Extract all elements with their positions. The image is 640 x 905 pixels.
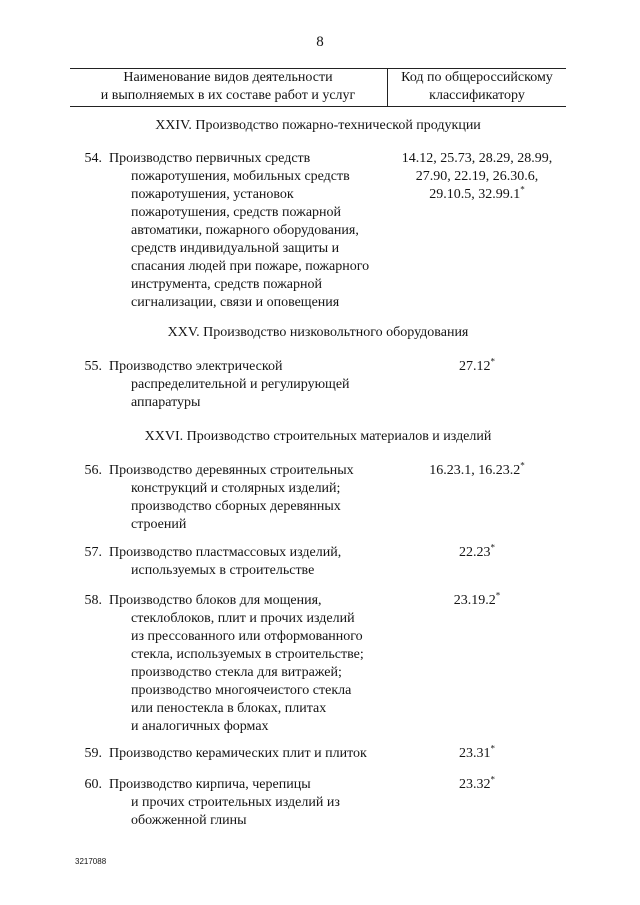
- row-text-line: сигнализации, связи и оповещения: [131, 295, 340, 310]
- row-code-line: [388, 745, 566, 763]
- row-code: [388, 776, 566, 794]
- header-code-line: Код по общероссийскому: [401, 70, 553, 85]
- row-text-line: и аналогичных формах: [131, 719, 269, 734]
- row-description: [109, 150, 389, 312]
- row-code: [388, 358, 566, 376]
- row-code: [388, 592, 566, 610]
- row-number: 58.: [84, 593, 102, 608]
- section-title: XXIV. Производство пожарно-технической продукции: [155, 118, 481, 133]
- asterisk-mark: *: [490, 356, 495, 367]
- row-code: [388, 462, 566, 480]
- row-text-line: Производство первичных средств: [109, 151, 311, 166]
- row-text-line: Производство пластмассовых изделий,: [109, 545, 342, 560]
- row-text-line: производство многоячеистого стекла: [131, 683, 352, 698]
- row-code-line: [388, 186, 566, 204]
- header-code-column: [388, 69, 566, 105]
- row-text-line: из прессованного или отформованного: [131, 629, 363, 644]
- row-code-line: [388, 462, 566, 480]
- page-number: 8: [316, 34, 324, 50]
- row-number: 57.: [84, 545, 102, 560]
- asterisk-mark: *: [490, 774, 495, 785]
- row-text-line: распределительной и регулирующей: [131, 377, 350, 392]
- row-text-line: аппаратуры: [131, 395, 201, 410]
- row-code: [388, 150, 566, 204]
- row-code-line: [388, 544, 566, 562]
- row-description: [109, 358, 389, 412]
- row-text-line: пожаротушения, мобильных средств: [131, 169, 350, 184]
- row-text-line: используемых в строительстве: [131, 563, 315, 578]
- row-code-line: [388, 358, 566, 376]
- row-code-line: 27.90, 22.19, 26.30.6,: [415, 169, 539, 184]
- row-number: 59.: [84, 746, 102, 761]
- row-text-line: пожаротушения, средств пожарной: [131, 205, 342, 220]
- row-text-line: конструкций и столярных изделий;: [131, 481, 341, 496]
- code-value: 27.12: [459, 359, 491, 374]
- footer-document-code: 3217088: [75, 857, 107, 866]
- section-title: XXV. Производство низковольтного оборудования: [167, 325, 469, 340]
- section-title: XXVI. Производство строительных материалов и изделий: [144, 429, 492, 444]
- row-description: [109, 745, 389, 763]
- header-code-line: классификатору: [429, 88, 525, 103]
- row-description: [109, 544, 389, 580]
- row-text-line: средств индивидуальной защиты и: [131, 241, 340, 256]
- row-text-line: и прочих строительных изделий из: [131, 795, 340, 810]
- code-value: 23.32: [459, 777, 491, 792]
- row-text-line: стекла, используемых в строительстве;: [131, 647, 364, 662]
- row-text-line: производство сборных деревянных: [131, 499, 341, 514]
- row-number: 60.: [84, 777, 102, 792]
- row-text-line: строений: [131, 517, 187, 532]
- header-bottom-rule: [70, 106, 566, 107]
- row-description: [109, 592, 389, 736]
- code-value: 23.31: [459, 746, 491, 761]
- row-text-line: инструмента, средств пожарной: [131, 277, 323, 292]
- row-description: [109, 462, 389, 534]
- row-number: 55.: [84, 359, 102, 374]
- row-number: 54.: [84, 151, 102, 166]
- row-text-line: пожаротушения, установок: [131, 187, 294, 202]
- row-code: [388, 544, 566, 562]
- asterisk-mark: *: [520, 184, 525, 195]
- row-text-line: производство стекла для витражей;: [131, 665, 342, 680]
- header-name-line: Наименование видов деятельности: [123, 70, 333, 85]
- row-code-line: [388, 592, 566, 610]
- code-value: 29.10.5, 32.99.1: [429, 187, 521, 202]
- row-text-line: спасания людей при пожаре, пожарного: [131, 259, 370, 274]
- row-text-line: Производство электрической: [109, 359, 283, 374]
- code-value: 16.23.1, 16.23.2: [429, 463, 521, 478]
- row-text-line: Производство деревянных строительных: [109, 463, 354, 478]
- row-text-line: автоматики, пожарного оборудования,: [131, 223, 359, 238]
- row-text-line: или пеностекла в блоках, плитах: [131, 701, 327, 716]
- row-text-line: Производство блоков для мощения,: [109, 593, 322, 608]
- row-text-line: стеклоблоков, плит и прочих изделий: [131, 611, 355, 626]
- row-number: 56.: [84, 463, 102, 478]
- row-code: [388, 745, 566, 763]
- asterisk-mark: *: [520, 460, 525, 471]
- asterisk-mark: *: [490, 743, 495, 754]
- code-value: 22.23: [459, 545, 491, 560]
- row-text-line: Производство кирпича, черепицы: [109, 777, 311, 792]
- row-text-line: Производство керамических плит и плиток: [109, 746, 367, 761]
- header-name-column: [70, 69, 386, 105]
- row-description: [109, 776, 389, 830]
- row-text-line: обожженной глины: [131, 813, 247, 828]
- asterisk-mark: *: [495, 590, 501, 601]
- row-code-line: [388, 776, 566, 794]
- header-name-line: и выполняемых в их составе работ и услуг: [100, 88, 356, 103]
- row-code-line: 14.12, 25.73, 28.29, 28.99,: [401, 151, 553, 166]
- asterisk-mark: *: [490, 542, 495, 553]
- code-value: 23.19.2: [453, 593, 496, 608]
